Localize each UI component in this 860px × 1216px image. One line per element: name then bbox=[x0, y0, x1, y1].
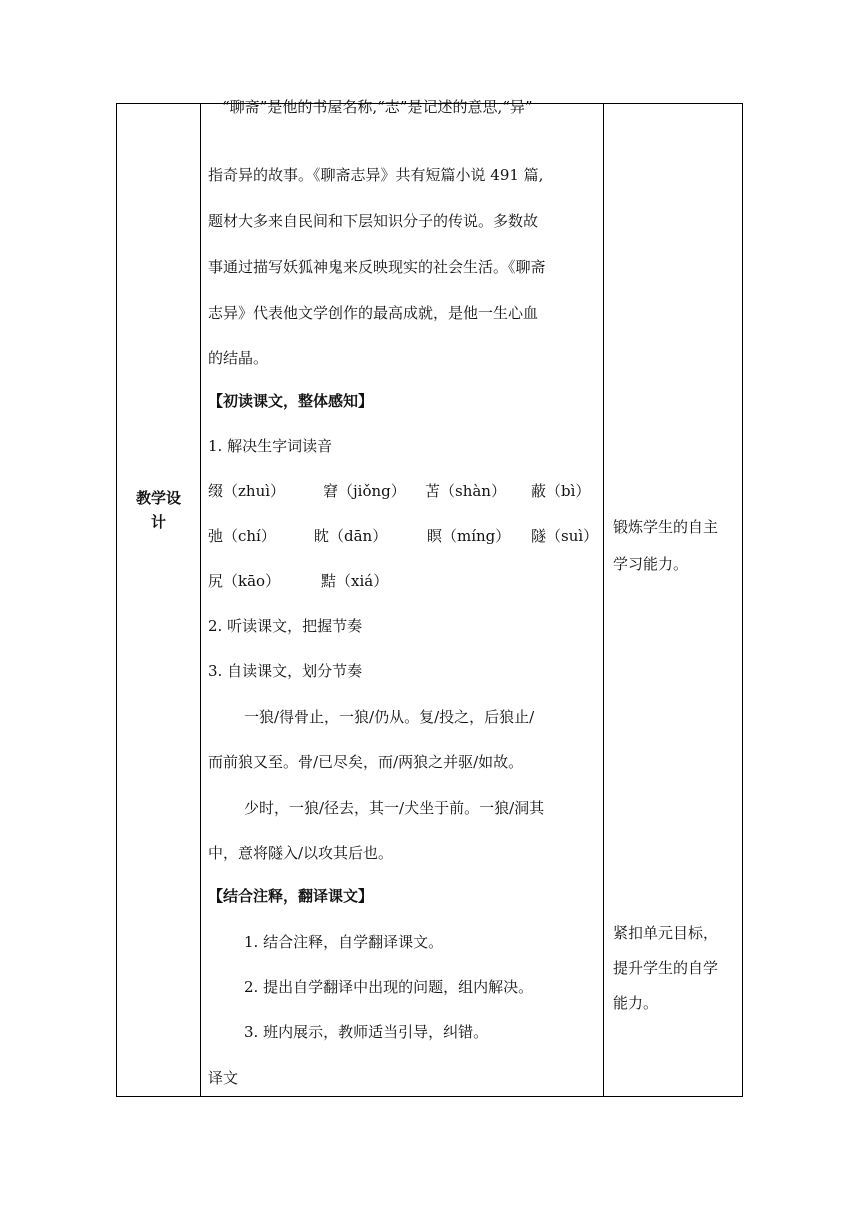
pinyin-item: 尻（kāo） bbox=[208, 572, 281, 590]
pinyin-item: 缀（zhuì） bbox=[208, 482, 286, 500]
step-item: 3. 自读课文，划分节奏 bbox=[208, 662, 363, 680]
pinyin-item: 蔽（bì） bbox=[531, 482, 591, 500]
rhythm-line: 而前狼又至。骨/已尽矣，而/两狼之并驱/如故。 bbox=[208, 753, 524, 771]
pinyin-item: 黠（xiá） bbox=[321, 572, 389, 590]
note-line: 提升学生的自学 bbox=[613, 959, 719, 977]
row-label bbox=[117, 486, 200, 534]
rhythm-line: 中，意将隧入/以攻其后也。 bbox=[208, 844, 394, 862]
row-label-line: 计 bbox=[150, 513, 166, 531]
translate-step: 3. 班内展示，教师适当引导，纠错。 bbox=[244, 1023, 489, 1041]
translate-step: 2. 提出自学翻译中出现的问题，组内解决。 bbox=[244, 978, 534, 996]
column-divider bbox=[200, 104, 201, 1096]
row-label-line: 教学设 bbox=[135, 489, 181, 507]
step-item: 1. 解决生字词读音 bbox=[208, 437, 333, 455]
note-line: 能力。 bbox=[613, 994, 659, 1012]
section-heading: 【结合注释，翻译课文】 bbox=[208, 887, 374, 905]
pinyin-item: 苫（shàn） bbox=[425, 482, 506, 500]
intro-line: 指奇异的故事。《聊斋志异》共有短篇小说 491 篇, bbox=[208, 166, 544, 184]
pinyin-item: 弛（chí） bbox=[208, 527, 276, 545]
column-divider bbox=[603, 104, 604, 1096]
rhythm-line: 少时，一狼/径去，其一/犬坐于前。一狼/洞其 bbox=[244, 799, 545, 817]
translation-label: 译文 bbox=[208, 1069, 239, 1087]
intro-line: 题材大多来自民间和下层知识分子的传说。多数故 bbox=[208, 212, 539, 230]
intro-line: “聊斋”是他的书屋名称,“志”是记述的意思,“异” bbox=[222, 98, 533, 116]
pinyin-item: 窘（jiǒng） bbox=[323, 482, 406, 500]
section-heading: 【初读课文，整体感知】 bbox=[208, 392, 374, 410]
lesson-table bbox=[116, 98, 743, 1097]
note-line: 学习能力。 bbox=[613, 555, 689, 573]
rhythm-line: 一狼/得骨止，一狼/仍从。复/投之，后狼止/ bbox=[244, 708, 535, 726]
intro-line: 事通过描写妖狐神鬼来反映现实的社会生活。《聊斋 bbox=[208, 258, 546, 276]
pinyin-item: 隧（suì） bbox=[531, 527, 599, 545]
pinyin-item: 瞑（míng） bbox=[427, 527, 511, 545]
note-line: 锻炼学生的自主 bbox=[613, 518, 719, 536]
pinyin-item: 眈（dān） bbox=[314, 527, 388, 545]
note-line: 紧扣单元目标， bbox=[613, 924, 719, 942]
intro-line: 志异》代表他文学创作的最高成就，是他一生心血 bbox=[208, 304, 539, 322]
intro-line: 的结晶。 bbox=[208, 349, 269, 367]
translate-step: 1. 结合注释，自学翻译课文。 bbox=[244, 933, 444, 951]
step-item: 2. 听读课文，把握节奏 bbox=[208, 617, 363, 635]
